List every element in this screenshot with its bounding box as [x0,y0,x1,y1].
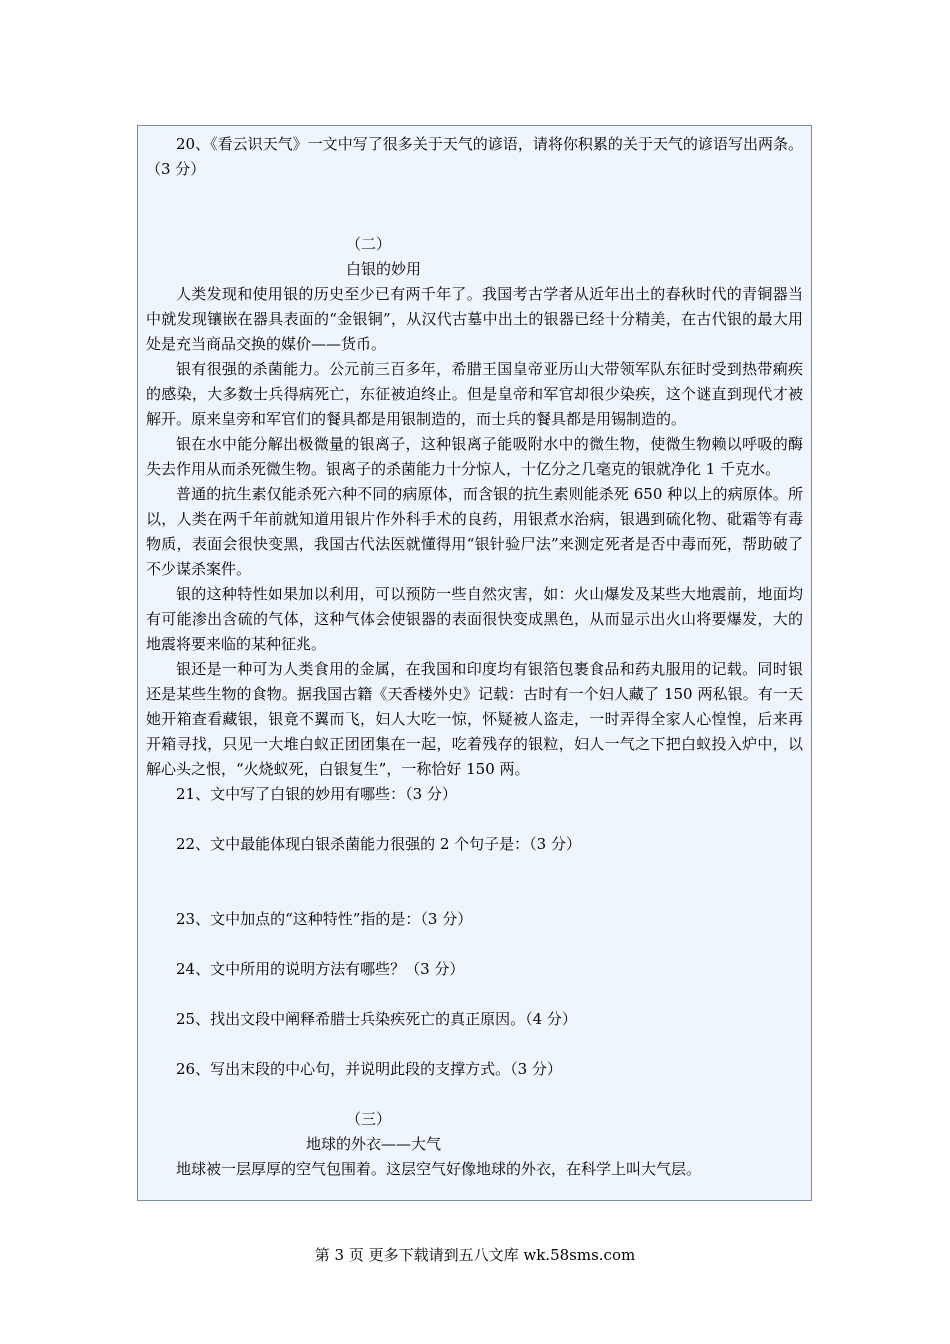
section-2-title: 白银的妙用 [346,260,422,278]
question-23: 23、文中加点的“这种特性”指的是：（3 分） [176,910,473,928]
section-2-paragraph-3: 银在水中能分解出极微量的银离子，这种银离子能吸附水中的微生物，使微生物赖以呼吸的酶失去作用从而杀死微生物。银离子的杀菌能力十分惊人，十亿分之几毫克的银就净化 1 千克水。 [146,435,803,478]
question-25: 25、找出文段中阐释希腊士兵染疾死亡的真正原因。（4 分） [176,1010,577,1028]
answer-space [146,982,803,1007]
section-2-paragraph-4: 普通的抗生素仅能杀死六种不同的病原体，而含银的抗生素则能杀死 650 种以上的病原体。所以，人类在两千年前就知道用银片作外科手术的良药，用银煮水治病，银遇到硫化物、砒霜等有毒物质，表面会很快变黑，我国古代法医就懂得用“银针验尸法”来测定死者是否中毒而死，帮助破了不少谋杀案件。 [146,485,803,578]
answer-space [146,182,803,232]
section-3-label: （三） [346,1110,392,1128]
section-2-label: （二） [346,235,392,253]
section-2-paragraph-5: 银的这种特性如果加以利用，可以预防一些自然灾害，如：火山爆发及某些大地震前，地面均有可能渗出含硫的气体，这种气体会使银器的表面很快变成黑色，从而显示出火山将要爆发，大的地震将要来临的某种征兆。 [146,585,803,653]
page-footer: 第 3 页 更多下载请到五八文库 wk.58sms.com [314,1246,636,1264]
question-22: 22、文中最能体现白银杀菌能力很强的 2 个句子是：（3 分） [176,835,581,853]
question-24: 24、文中所用的说明方法有哪些？（3 分） [176,960,465,978]
section-2-paragraph-1: 人类发现和使用银的历史至少已有两千年了。我国考古学者从近年出土的春秋时代的青铜器当中就发现镶嵌在器具表面的“金银铜”，从汉代古墓中出土的银器已经十分精美，在古代银的最大用处是充当商品交换的媒价——货币。 [146,285,803,353]
answer-space [146,1032,803,1057]
content-frame [137,125,812,1201]
question-21: 21、文中写了白银的妙用有哪些：（3 分） [176,785,457,803]
section-3-title: 地球的外衣——大气 [306,1135,442,1153]
answer-space [146,932,803,957]
answer-space [146,857,803,907]
question-26: 26、写出末段的中心句，并说明此段的支撑方式。（3 分） [176,1060,562,1078]
answer-space [146,807,803,832]
section-2-paragraph-2: 银有很强的杀菌能力。公元前三百多年，希腊王国皇帝亚历山大带领军队东征时受到热带痢疾的感染，大多数士兵得病死亡，东征被迫终止。但是皇帝和军官却很少染疾，这个谜直到现代才被解开。原来皇旁和军官们的餐具都是用银制造的，而士兵的餐具都是用锡制造的。 [146,360,803,428]
section-2-paragraph-6: 银还是一种可为人类食用的金属，在我国和印度均有银箔包裹食品和药丸服用的记载。同时银还是某些生物的食物。据我国古籍《天香楼外史》记载：古时有一个妇人藏了 150 两私银。有一天她开箱查看藏银，银竟不翼而飞，妇人大吃一惊，怀疑被人盗走，一时弄得全家人心惶惶，后来再开箱寻找，只见一大堆白蚁正团团集在一起，吃着残存的银粒，妇人一气之下把白蚁投入炉中，以解心头之恨，“火烧蚁死，白银复生”，一称恰好 150 两。 [146,660,803,778]
section-3-paragraph-1: 地球被一层厚厚的空气包围着。这层空气好像地球的外衣，在科学上叫大气层。 [176,1160,702,1178]
question-20: 20、《看云识天气》一文中写了很多关于天气的谚语，请将你积累的关于天气的谚语写出两条。（3 分） [146,135,803,178]
answer-space [146,1082,803,1107]
